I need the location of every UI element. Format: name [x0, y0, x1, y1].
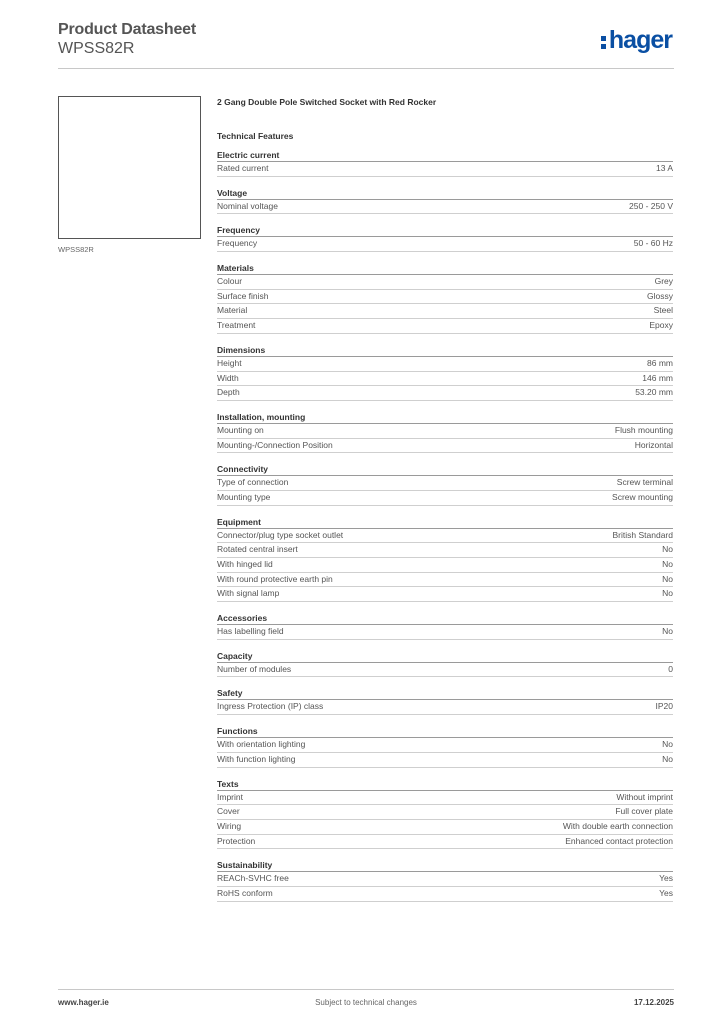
feature-value: 0	[668, 663, 673, 674]
section-title: Sustainability	[217, 859, 673, 872]
feature-row	[217, 835, 673, 850]
feature-value: No	[662, 626, 673, 637]
feature-section	[217, 859, 673, 901]
feature-row	[217, 663, 673, 678]
feature-label: Number of modules	[217, 663, 292, 674]
section-title: Texts	[217, 778, 673, 791]
feature-value: IP20	[655, 701, 673, 712]
feature-value: 146 mm	[642, 372, 673, 383]
header-divider	[58, 68, 674, 69]
section-title: Capacity	[217, 650, 673, 663]
footer-date: 17.12.2025	[633, 998, 674, 1007]
feature-row	[217, 529, 673, 544]
feature-section	[217, 725, 673, 767]
document-title: Product Datasheet	[58, 21, 196, 38]
feature-section	[217, 149, 673, 177]
feature-label: Depth	[217, 387, 240, 398]
feature-label: Nominal voltage	[217, 200, 278, 211]
feature-label: REACh-SVHC free	[217, 873, 289, 884]
feature-row	[217, 424, 673, 439]
feature-label: Treatment	[217, 320, 256, 331]
feature-label: Has labelling field	[217, 626, 284, 637]
product-code: WPSS82R	[58, 40, 135, 57]
feature-value: British Standard	[612, 529, 673, 540]
feature-row	[217, 791, 673, 806]
feature-section	[217, 262, 673, 334]
feature-value: Flush mounting	[614, 424, 673, 435]
footer-notice: Subject to technical changes	[315, 998, 417, 1007]
section-title: Materials	[217, 262, 673, 275]
feature-value: Grey	[654, 276, 673, 287]
feature-row	[217, 476, 673, 491]
feature-value: No	[662, 559, 673, 569]
feature-sections	[217, 149, 673, 902]
feature-label: Colour	[217, 276, 243, 287]
section-title: Voltage	[217, 187, 673, 200]
feature-label: Material	[217, 305, 248, 316]
feature-value: With double earth connection	[562, 820, 673, 831]
feature-row	[217, 200, 673, 215]
feature-label: Cover	[217, 806, 240, 817]
feature-label: With signal lamp	[217, 588, 280, 599]
page-header	[58, 21, 674, 69]
feature-value: Glossy	[647, 290, 673, 301]
feature-label: Frequency	[217, 238, 258, 249]
feature-label: Imprint	[217, 791, 243, 802]
feature-row	[217, 439, 673, 454]
feature-value: No	[662, 573, 673, 584]
feature-label: Protection	[217, 835, 256, 846]
feature-section	[217, 187, 673, 215]
feature-value: Steel	[653, 305, 673, 316]
section-title: Functions	[217, 725, 673, 738]
feature-row	[217, 887, 673, 902]
section-title: Installation, mounting	[217, 411, 673, 424]
feature-row	[217, 162, 673, 177]
technical-features-heading: Technical Features	[217, 131, 294, 141]
feature-row	[217, 357, 673, 372]
feature-row	[217, 304, 673, 319]
feature-row	[217, 372, 673, 387]
feature-section	[217, 650, 673, 678]
feature-label: With round protective earth pin	[217, 573, 333, 584]
datasheet-content	[217, 96, 673, 912]
feature-row	[217, 543, 673, 558]
feature-row	[217, 700, 673, 715]
feature-row	[217, 820, 673, 835]
page-footer	[58, 998, 674, 1010]
feature-row	[217, 558, 673, 573]
feature-row	[217, 290, 673, 305]
feature-row	[217, 738, 673, 753]
feature-value: 50 - 60 Hz	[633, 238, 673, 249]
feature-row	[217, 805, 673, 820]
feature-section	[217, 778, 673, 850]
logo-dots-icon	[601, 32, 607, 50]
feature-label: Mounting-/Connection Position	[217, 439, 333, 450]
footer-website: www.hager.ie	[58, 998, 109, 1007]
feature-label: RoHS conform	[217, 887, 273, 898]
product-image-caption: WPSS82R	[58, 245, 94, 254]
feature-section	[217, 463, 673, 505]
feature-row	[217, 753, 673, 768]
feature-value: Epoxy	[649, 320, 673, 331]
feature-value: 250 - 250 V	[629, 200, 673, 211]
section-title: Electric current	[217, 149, 673, 162]
section-title: Equipment	[217, 516, 673, 529]
feature-row	[217, 275, 673, 290]
feature-value: Yes	[659, 873, 673, 884]
feature-label: Width	[217, 372, 239, 383]
logo-text: hager	[608, 26, 672, 54]
feature-value: Full cover plate	[615, 806, 673, 817]
feature-row	[217, 587, 673, 602]
feature-value: 53.20 mm	[635, 387, 673, 398]
feature-row	[217, 573, 673, 588]
feature-label: Mounting on	[217, 424, 264, 435]
feature-label: Rotated central insert	[217, 544, 298, 555]
feature-row	[217, 491, 673, 506]
product-title: 2 Gang Double Pole Switched Socket with Red Rocker	[217, 97, 437, 107]
feature-label: Type of connection	[217, 477, 289, 488]
feature-label: Mounting type	[217, 491, 271, 502]
feature-row	[217, 319, 673, 334]
feature-value: Enhanced contact protection	[565, 835, 673, 846]
feature-section	[217, 687, 673, 715]
hager-logo	[601, 28, 672, 53]
product-image-placeholder	[58, 96, 201, 239]
feature-section	[217, 344, 673, 401]
feature-label: With function lighting	[217, 753, 296, 764]
feature-section	[217, 516, 673, 602]
feature-row	[217, 625, 673, 640]
feature-section	[217, 411, 673, 453]
feature-value: Without imprint	[616, 791, 673, 802]
feature-value: Screw terminal	[616, 477, 673, 488]
feature-value: Screw mounting	[612, 491, 673, 502]
feature-section	[217, 224, 673, 252]
feature-value: No	[662, 544, 673, 555]
feature-value: No	[662, 588, 673, 599]
feature-label: Height	[217, 357, 242, 368]
feature-value: No	[662, 739, 673, 750]
feature-label: With hinged lid	[217, 559, 273, 569]
section-title: Safety	[217, 687, 673, 700]
feature-value: 13 A	[655, 163, 673, 173]
feature-value: Yes	[659, 887, 673, 898]
feature-value: Horizontal	[634, 439, 673, 450]
feature-label: With orientation lighting	[217, 739, 306, 750]
feature-label: Ingress Protection (IP) class	[217, 701, 324, 712]
feature-label: Wiring	[217, 820, 242, 831]
feature-section	[217, 612, 673, 640]
feature-row	[217, 872, 673, 887]
section-title: Connectivity	[217, 463, 673, 476]
feature-label: Connector/plug type socket outlet	[217, 529, 344, 540]
section-title: Dimensions	[217, 344, 673, 357]
feature-row	[217, 386, 673, 401]
footer-divider	[58, 989, 674, 990]
feature-row	[217, 237, 673, 252]
section-title: Frequency	[217, 224, 673, 237]
feature-value: No	[662, 753, 673, 764]
section-title: Accessories	[217, 612, 673, 625]
feature-label: Surface finish	[217, 290, 269, 301]
feature-value: 86 mm	[647, 357, 673, 368]
feature-label: Rated current	[217, 163, 269, 173]
